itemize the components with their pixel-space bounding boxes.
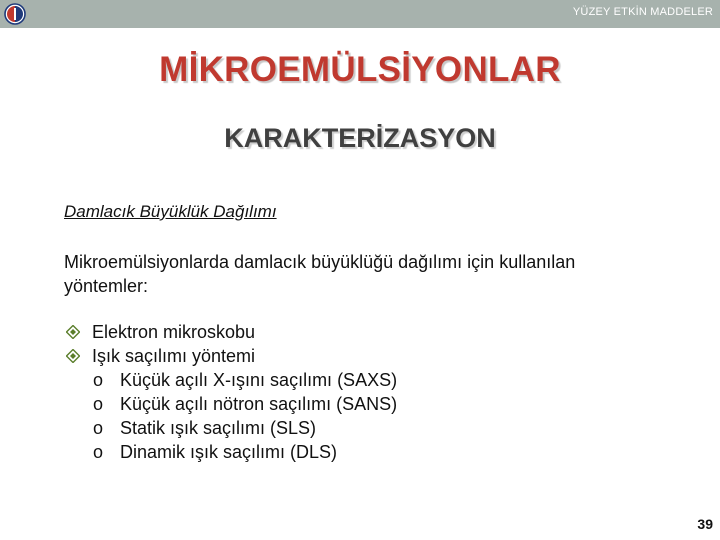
sub-bullet-marker: o: [93, 442, 104, 462]
bullet-text: Işık saçılımı yöntemi: [92, 346, 256, 366]
sub-bullet-marker: o: [93, 418, 104, 438]
sub-bullet-marker: o: [93, 394, 104, 414]
diamond-bullet-icon: [66, 325, 80, 339]
bullet-text: Elektron mikroskobu: [92, 322, 256, 342]
sub-bullet-text: Küçük açılı nötron saçılımı (SANS): [120, 394, 398, 414]
intro-paragraph: Mikroemülsiyonlarda damlacık büyüklüğü dağılımı için kullanılan yöntemler:: [64, 252, 576, 296]
sub-bullet-item: [92, 368, 397, 392]
bullet-item: [64, 344, 397, 464]
bullet-list: [64, 320, 397, 464]
page-number: 39: [697, 516, 713, 532]
header-title: YÜZEY ETKİN MADDELER: [572, 6, 713, 18]
sub-bullet-text: Küçük açılı X-ışını saçılımı (SAXS): [120, 370, 398, 390]
sub-bullet-item: [92, 440, 397, 464]
sub-bullet-text: Statik ışık saçılımı (SLS): [120, 418, 317, 438]
section-heading: Damlacık Büyüklük Dağılımı: [64, 202, 277, 221]
sub-bullet-list: [92, 368, 397, 464]
university-logo-icon: [4, 3, 26, 25]
sub-bullet-marker: o: [93, 370, 104, 390]
sub-bullet-item: [92, 416, 397, 440]
sub-bullet-text: Dinamik ışık saçılımı (DLS): [120, 442, 338, 462]
bullet-item: [64, 320, 397, 344]
sub-bullet-item: [92, 392, 397, 416]
subtitle: KARAKTERİZASYON: [224, 123, 496, 153]
top-bar: [0, 0, 720, 28]
main-title: MİKROEMÜLSİYONLAR: [159, 50, 561, 89]
diamond-bullet-icon: [66, 349, 80, 363]
